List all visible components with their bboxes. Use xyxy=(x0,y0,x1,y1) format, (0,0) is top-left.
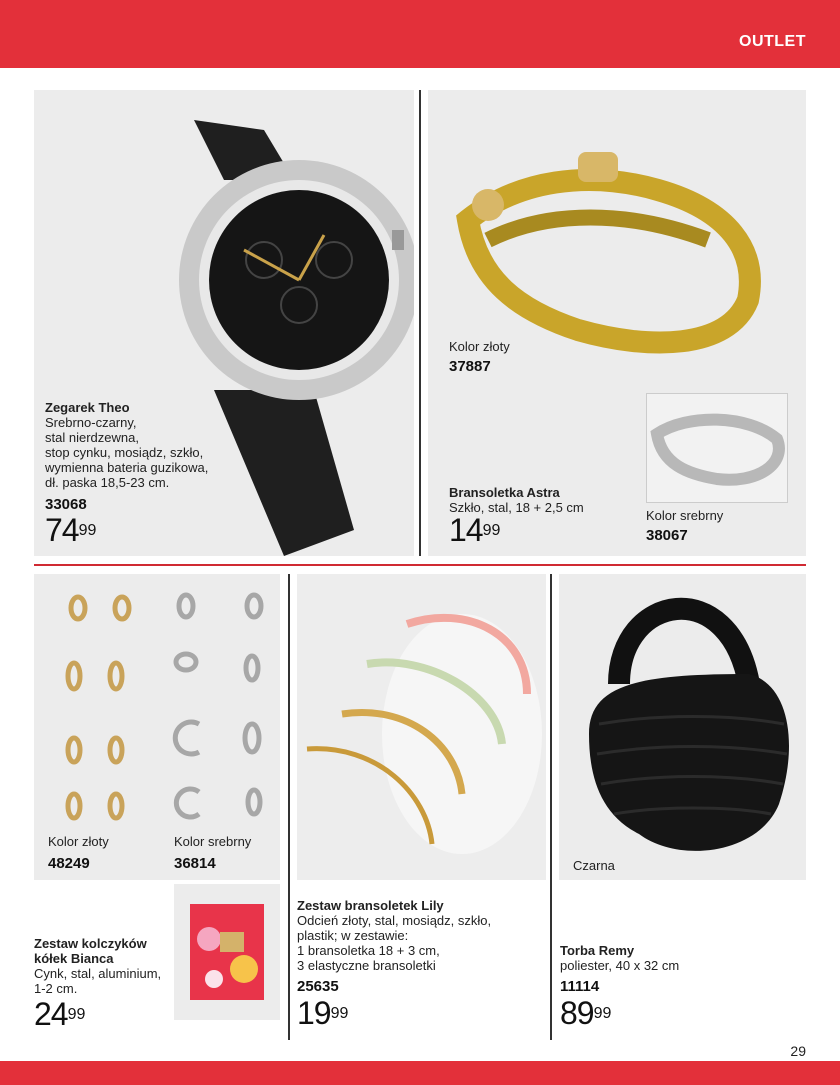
astra-gold-label: Kolor złoty xyxy=(449,339,510,354)
astra-price xyxy=(449,514,500,546)
lily-desc-4: 3 elastyczne bransoletki xyxy=(297,958,436,973)
astra-gold-code: 37887 xyxy=(449,358,491,375)
astra-desc: Szkło, stal, 18 + 2,5 cm xyxy=(449,500,584,515)
bag-image xyxy=(559,574,806,880)
watch-price xyxy=(45,514,96,546)
earrings-silver-label: Kolor srebrny xyxy=(174,834,252,849)
section-divider xyxy=(34,564,806,566)
watch-price-dec: 99 xyxy=(78,522,97,539)
earrings-name-2: kółek Bianca xyxy=(34,951,114,966)
bracelets-lily-image xyxy=(297,574,546,880)
bracelets-lily-panel xyxy=(297,574,546,880)
astra-price-int: 14 xyxy=(449,512,483,548)
gift-box-image xyxy=(174,884,280,1020)
bag-code: 11114 xyxy=(560,978,600,995)
lily-name: Zestaw bransoletek Lily xyxy=(297,898,444,913)
watch-desc-2: stal nierdzewna, xyxy=(45,430,139,445)
watch-desc-3: stop cynku, mosiądz, szkło, xyxy=(45,445,204,460)
divider-vertical-bottom-right xyxy=(550,574,552,1040)
lily-code: 25635 xyxy=(297,978,339,995)
earrings-silver-code: 36814 xyxy=(174,855,216,872)
earrings-price-dec: 99 xyxy=(67,1006,86,1023)
watch-price-int: 74 xyxy=(45,512,79,548)
divider-vertical-bottom-left xyxy=(288,574,290,1040)
watch-desc-4: wymienna bateria guzikowa, xyxy=(45,460,209,475)
bottom-banner xyxy=(0,1061,840,1085)
astra-silver-code: 38067 xyxy=(646,527,688,544)
earrings-gift-box xyxy=(174,884,280,1020)
lily-price-int: 19 xyxy=(297,995,331,1031)
astra-price-dec: 99 xyxy=(482,522,501,539)
earrings-desc-2: 1-2 cm. xyxy=(34,981,78,996)
watch-code: 33068 xyxy=(45,496,87,513)
lily-desc-2: plastik; w zestawie: xyxy=(297,928,409,943)
earrings-price-int: 24 xyxy=(34,996,68,1032)
bag-price-int: 89 xyxy=(560,995,594,1031)
top-banner xyxy=(0,0,840,68)
bracelet-silver-image xyxy=(647,394,789,504)
earrings-desc-1: Cynk, stal, aluminium, xyxy=(34,966,162,981)
lily-desc-3: 1 bransoletka 18 + 3 cm, xyxy=(297,943,440,958)
watch-desc-1: Srebrno-czarny, xyxy=(45,415,137,430)
earrings-price xyxy=(34,998,85,1030)
lily-price-dec: 99 xyxy=(330,1005,349,1022)
divider-vertical-top xyxy=(419,90,421,556)
bag-remy-panel xyxy=(559,574,806,880)
earrings-panel xyxy=(34,574,280,880)
bracelet-astra-panel xyxy=(428,90,806,556)
earrings-name-1: Zestaw kolczyków xyxy=(34,936,147,951)
section-title: OUTLET xyxy=(739,33,806,50)
bag-color-label: Czarna xyxy=(573,858,615,873)
astra-name: Bransoletka Astra xyxy=(449,485,560,500)
page-number: 29 xyxy=(790,1043,806,1059)
bag-price-dec: 99 xyxy=(593,1005,612,1022)
watch-panel xyxy=(34,90,414,556)
watch-name: Zegarek Theo xyxy=(45,400,130,415)
lily-desc-1: Odcień złoty, stal, mosiądz, szkło, xyxy=(297,913,492,928)
bag-desc: poliester, 40 x 32 cm xyxy=(560,958,680,973)
astra-silver-label: Kolor srebrny xyxy=(646,508,724,523)
watch-desc-5: dł. paska 18,5-23 cm. xyxy=(45,475,170,490)
earrings-gold-label: Kolor złoty xyxy=(48,834,109,849)
silver-variant-thumbnail xyxy=(646,393,788,503)
earrings-gold-code: 48249 xyxy=(48,855,90,872)
bag-name: Torba Remy xyxy=(560,943,635,958)
bag-price xyxy=(560,997,611,1029)
lily-price xyxy=(297,997,348,1029)
